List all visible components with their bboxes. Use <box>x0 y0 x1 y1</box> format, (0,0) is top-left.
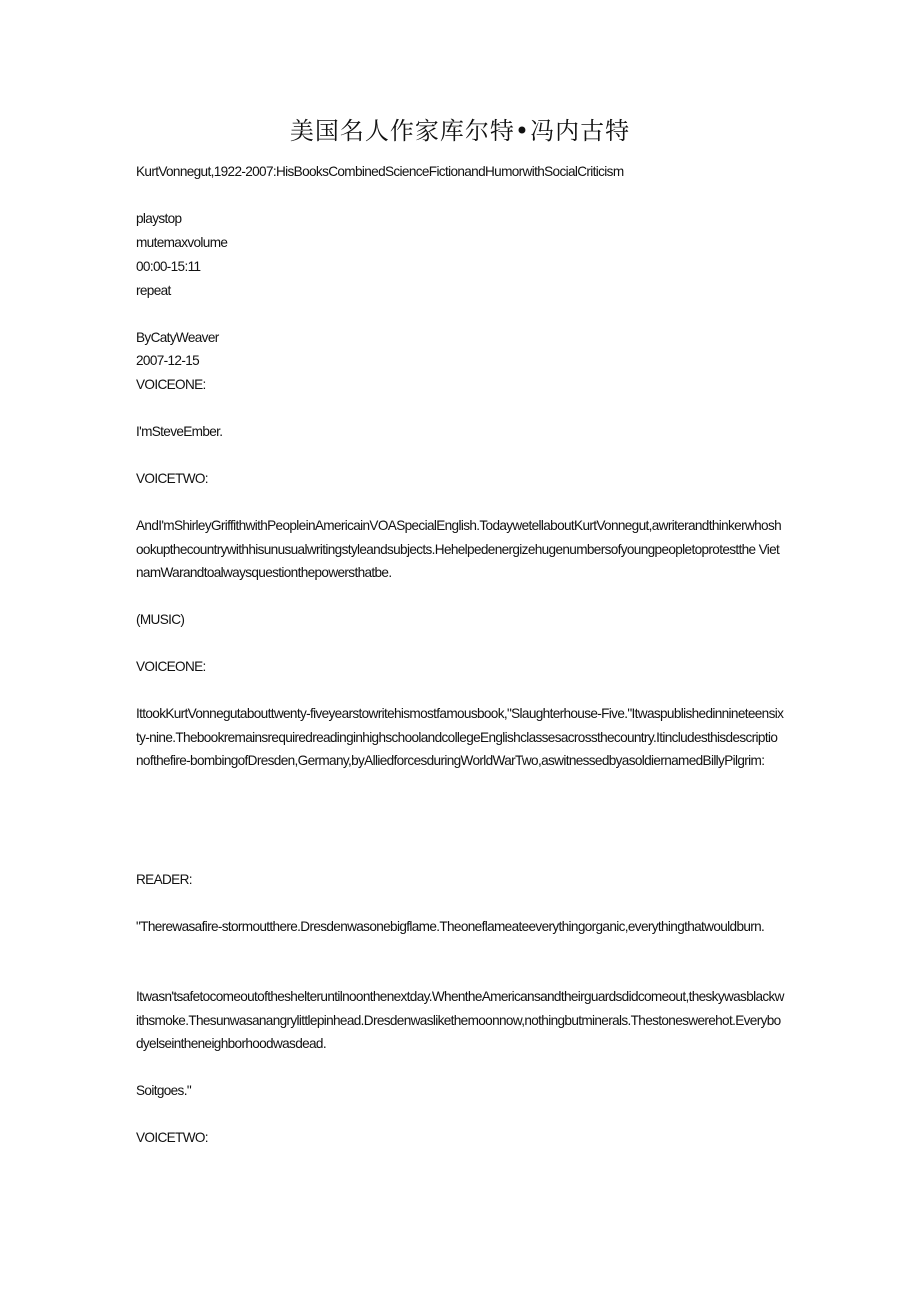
speaker-label: VOICETWO: <box>136 1130 208 1145</box>
page-title: 美国名人作家库尔特•冯内古特 <box>289 117 631 145</box>
quote-paragraph: "Therewasafire-stormoutthere.Dresdenwasonebigflame.Theoneflameateeverythingorganic,everythingthatwouldburn. <box>136 919 765 934</box>
speaker-label: VOICEONE: <box>136 377 206 392</box>
intro-paragraph: I'mSteveEmber. <box>136 424 223 439</box>
player-controls-play-stop: playstop <box>136 211 182 226</box>
speaker-label: VOICETWO: <box>136 471 208 486</box>
music-cue: (MUSIC) <box>136 612 185 627</box>
quote-paragraph: Itwasn'tsafetocomeoutoftheshelteruntilnoonthenextday.WhentheAmericansandtheirguardsdidcomeout,theskywasblackwithsmoke.Thesunwasanangrylittlepinhead.Dresdenwaslikethemoonnow,nothingbutminerals.Thestoneswerehot.Everybodyelseintheneighborhoodwasdead. <box>136 989 784 1051</box>
player-controls-volume: mutemaxvolume <box>136 235 228 250</box>
speaker-label: VOICEONE: <box>136 659 206 674</box>
publish-date: 2007-12-15 <box>136 353 200 368</box>
quote-paragraph: Soitgoes." <box>136 1083 192 1098</box>
intro-paragraph: AndI'mShirleyGriffithwithPeopleinAmericainVOASpecialEnglish.TodaywetellaboutKurtVonnegut,awriterandthinkerwhoshookupthecountrywithhisunusualwritingstyleandsubjects.Hehelpedenergizehugenumbersofyoungpeopletoprotestthe VietnamWarandtoalwaysquestionthepowersthatbe. <box>136 518 782 580</box>
player-repeat: repeat <box>136 283 171 298</box>
speaker-label: READER: <box>136 872 192 887</box>
subtitle: KurtVonnegut,1922-2007:HisBooksCombinedScienceFictionandHumorwithSocialCriticism <box>136 164 624 179</box>
player-time-range: 00:00-15:11 <box>136 259 201 274</box>
body-paragraph: IttookKurtVonnegutabouttwenty-fiveyearstowritehismostfamousbook,"Slaughterhouse-Five."Itwaspublishedinnineteensixty-nine.ThebookremainsrequiredreadinginhighschoolandcollegeEnglishclassesacrossthecountry.Itincludesthisdescriptionofthefire-bombingofDresden,Germany,byAlliedforcesduringWorldWarTwo,aswitnessedbyasoldiernamedBillyPilgrim: <box>136 706 784 768</box>
byline: ByCatyWeaver <box>136 330 219 345</box>
